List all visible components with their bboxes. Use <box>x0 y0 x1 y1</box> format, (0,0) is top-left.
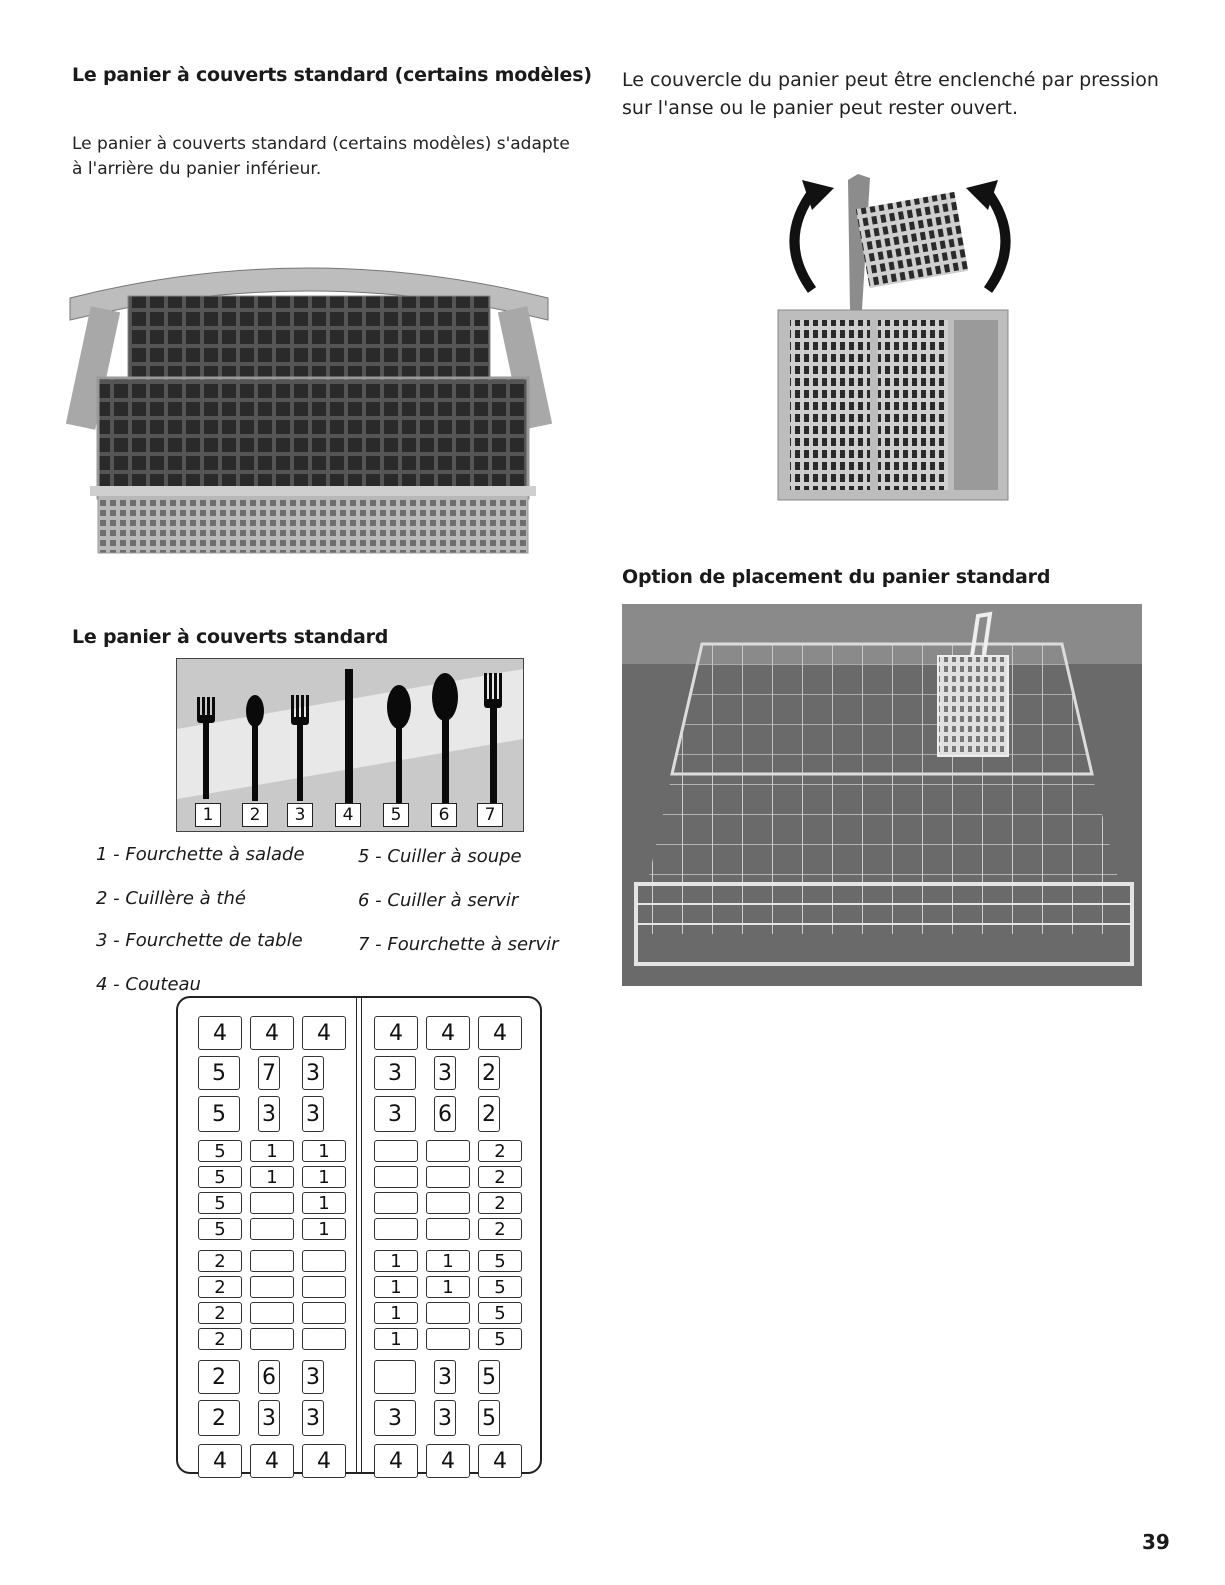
basket-cell: 4 <box>250 1016 294 1050</box>
basket-cell: 2 <box>478 1166 522 1188</box>
basket-cell: 4 <box>198 1444 242 1478</box>
basket-cell <box>250 1192 294 1214</box>
basket-cell: 3 <box>374 1096 416 1132</box>
legend-item-1: 1 - Fourchette à salade <box>96 844 305 865</box>
legend-item-3: 3 - Fourchette de table <box>96 930 303 951</box>
basket-cell: 4 <box>374 1444 418 1478</box>
lid-description: Le couvercle du panier peut être enclenché par pression sur l'anse ou le panier peut rester ouvert. <box>622 69 1159 119</box>
basket-cell <box>426 1192 470 1214</box>
utensil-number-6: 6 <box>431 803 457 827</box>
basket-cell: 5 <box>198 1218 242 1240</box>
basket-loading-diagram <box>176 996 542 1474</box>
basket-cell: 6 <box>258 1360 280 1394</box>
basket-cell: 1 <box>302 1218 346 1240</box>
basket-cell: 3 <box>302 1360 324 1394</box>
basket-cell <box>250 1302 294 1324</box>
basket-cell: 6 <box>434 1096 456 1132</box>
legend-item-2: 2 - Cuillère à thé <box>96 888 246 909</box>
knife-icon <box>345 669 353 803</box>
basket-cell: 4 <box>426 1016 470 1050</box>
basket-cell: 3 <box>258 1400 280 1436</box>
basket-cell: 1 <box>426 1250 470 1272</box>
basket-cell: 5 <box>198 1140 242 1162</box>
basket-cell: 2 <box>198 1302 242 1324</box>
utensil-number-5: 5 <box>383 803 409 827</box>
basket-cell <box>250 1218 294 1240</box>
legend-item-7: 7 - Fourchette à servir <box>358 934 559 955</box>
basket-cell: 1 <box>374 1302 418 1324</box>
lower-rack-photo <box>622 604 1142 986</box>
cutlery-basket-photo <box>58 238 560 574</box>
basket-cell: 3 <box>374 1056 416 1090</box>
basket-cell: 3 <box>302 1400 324 1436</box>
legend-item-6: 6 - Cuiller à servir <box>358 890 519 911</box>
basket-cell: 2 <box>478 1140 522 1162</box>
basket-cell: 1 <box>250 1140 294 1162</box>
basket-cell <box>374 1218 418 1240</box>
basket-cell: 1 <box>250 1166 294 1188</box>
basket-cell: 4 <box>478 1444 522 1478</box>
basket-cell: 4 <box>374 1016 418 1050</box>
basket-cell: 4 <box>426 1444 470 1478</box>
basket-cell <box>374 1166 418 1188</box>
legend-item-4: 4 - Couteau <box>96 974 201 995</box>
basket-cell: 2 <box>478 1096 500 1132</box>
basket-divider <box>356 998 362 1472</box>
basket-cell: 7 <box>258 1056 280 1090</box>
basket-cell <box>374 1140 418 1162</box>
standard-basket-description: Le panier à couverts standard (certains modèles) s'adapte à l'arrière du panier inférieur. <box>72 134 570 179</box>
basket-cell: 5 <box>198 1096 240 1132</box>
basket-cell: 2 <box>198 1276 242 1298</box>
basket-cell: 4 <box>250 1444 294 1478</box>
basket-cell <box>250 1328 294 1350</box>
basket-cell: 3 <box>434 1056 456 1090</box>
utensil-number-7: 7 <box>477 803 503 827</box>
utensil-number-2: 2 <box>242 803 268 827</box>
basket-cell: 3 <box>434 1360 456 1394</box>
section-heading-standard-basket: Le panier à couverts standard (certains modèles) <box>72 64 592 86</box>
basket-cell: 4 <box>478 1016 522 1050</box>
utensil-illustration <box>176 658 524 832</box>
legend-item-5: 5 - Cuiller à soupe <box>358 846 522 867</box>
basket-cell <box>250 1250 294 1272</box>
basket-cell: 1 <box>374 1250 418 1272</box>
basket-cell: 4 <box>198 1016 242 1050</box>
basket-cell <box>426 1218 470 1240</box>
basket-cell: 3 <box>258 1096 280 1132</box>
basket-cell <box>302 1276 346 1298</box>
basket-cell <box>374 1360 416 1394</box>
basket-cell: 5 <box>478 1276 522 1298</box>
basket-cell: 4 <box>302 1444 346 1478</box>
basket-cell: 2 <box>478 1192 522 1214</box>
basket-cell: 3 <box>374 1400 416 1436</box>
basket-cell: 5 <box>478 1250 522 1272</box>
basket-cell: 4 <box>302 1016 346 1050</box>
basket-cell: 5 <box>478 1328 522 1350</box>
basket-cell <box>250 1276 294 1298</box>
utensil-number-3: 3 <box>287 803 313 827</box>
basket-cell: 3 <box>302 1096 324 1132</box>
basket-cell <box>302 1250 346 1272</box>
basket-cell <box>302 1302 346 1324</box>
basket-cell: 2 <box>478 1218 522 1240</box>
basket-cell: 3 <box>302 1056 324 1090</box>
basket-cell: 5 <box>478 1360 500 1394</box>
basket-cell <box>426 1328 470 1350</box>
basket-cell: 2 <box>198 1360 240 1394</box>
basket-cell: 1 <box>302 1192 346 1214</box>
basket-cell: 2 <box>198 1400 240 1436</box>
basket-cell: 3 <box>434 1400 456 1436</box>
placement-heading: Option de placement du panier standard <box>622 566 1051 588</box>
basket-cell: 1 <box>374 1328 418 1350</box>
basket-cell: 1 <box>302 1166 346 1188</box>
basket-cell: 5 <box>198 1166 242 1188</box>
basket-lid-photo <box>766 160 1034 512</box>
basket-cell: 5 <box>478 1400 500 1436</box>
basket-cell: 1 <box>302 1140 346 1162</box>
basket-cell: 1 <box>374 1276 418 1298</box>
page-number: 39 <box>1142 1530 1170 1554</box>
basket-cell: 2 <box>198 1328 242 1350</box>
basket-cell <box>374 1192 418 1214</box>
basket-cell: 1 <box>426 1276 470 1298</box>
basket-cell: 5 <box>478 1302 522 1324</box>
basket-cell <box>302 1328 346 1350</box>
basket-cell <box>426 1140 470 1162</box>
basket-cell <box>426 1302 470 1324</box>
utensil-number-1: 1 <box>195 803 221 827</box>
utensils-heading: Le panier à couverts standard <box>72 626 389 648</box>
basket-cell: 2 <box>198 1250 242 1272</box>
basket-cell: 5 <box>198 1056 240 1090</box>
basket-cell: 5 <box>198 1192 242 1214</box>
basket-cell <box>426 1166 470 1188</box>
basket-cell: 2 <box>478 1056 500 1090</box>
utensil-number-4: 4 <box>335 803 361 827</box>
